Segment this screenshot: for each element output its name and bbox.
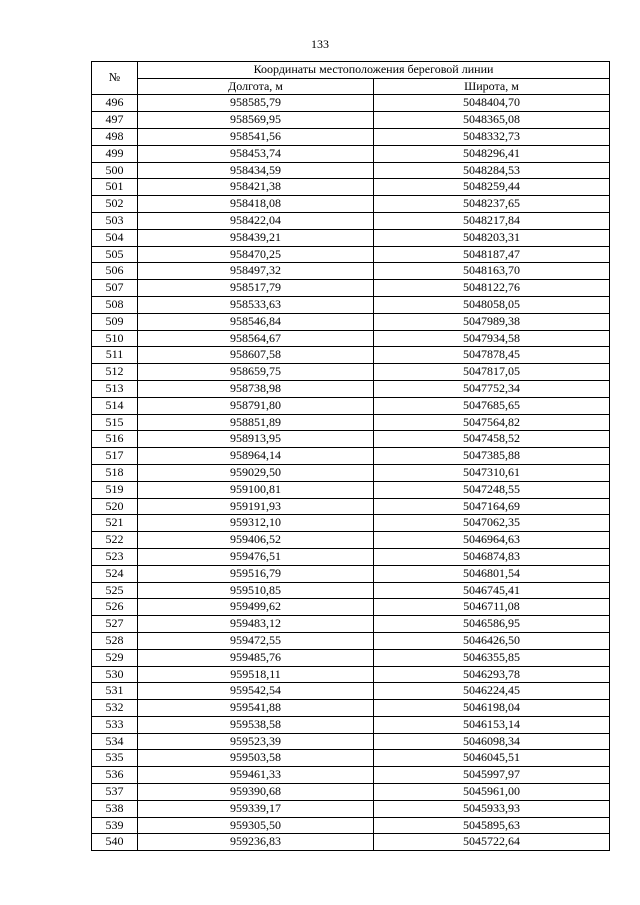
table-row [92,380,610,397]
latitude-cell: 5048404,70 [374,95,610,112]
page-number: 133 [311,37,329,51]
row-number-cell: 525 [92,582,138,599]
latitude-cell: 5048203,31 [374,229,610,246]
row-number-cell: 517 [92,448,138,465]
table-row [92,431,610,448]
row-number-cell: 520 [92,498,138,515]
latitude-cell: 5045722,64 [374,834,610,851]
longitude-cell: 958564,67 [138,330,374,347]
header-row-1 [92,62,610,79]
table-row [92,448,610,465]
latitude-cell: 5046224,45 [374,683,610,700]
row-number-cell: 526 [92,599,138,616]
row-number-cell: 529 [92,649,138,666]
row-number-cell: 510 [92,330,138,347]
table-row [92,364,610,381]
row-number-cell: 523 [92,548,138,565]
longitude-cell: 959503,58 [138,750,374,767]
table-row [92,565,610,582]
table-row [92,246,610,263]
row-number-cell: 505 [92,246,138,263]
row-number-cell: 506 [92,263,138,280]
table-row [92,179,610,196]
longitude-cell: 958434,59 [138,162,374,179]
latitude-cell: 5046801,54 [374,565,610,582]
row-number-cell: 511 [92,347,138,364]
table-row [92,700,610,717]
latitude-cell: 5045895,63 [374,817,610,834]
table-row [92,616,610,633]
latitude-cell: 5048163,70 [374,263,610,280]
latitude-cell: 5047062,35 [374,515,610,532]
table-row [92,229,610,246]
row-number-cell: 540 [92,834,138,851]
row-number-cell: 498 [92,129,138,146]
row-number-cell: 500 [92,162,138,179]
longitude-cell: 959236,83 [138,834,374,851]
longitude-cell: 959485,76 [138,649,374,666]
table-header [92,62,610,95]
longitude-cell: 959406,52 [138,532,374,549]
longitude-cell: 959523,39 [138,733,374,750]
longitude-cell: 958533,63 [138,296,374,313]
table-row [92,313,610,330]
row-number-cell: 516 [92,431,138,448]
longitude-cell: 958541,56 [138,129,374,146]
longitude-cell: 959499,62 [138,599,374,616]
table-row [92,280,610,297]
longitude-cell: 958497,32 [138,263,374,280]
row-number-cell: 502 [92,196,138,213]
table-row [92,263,610,280]
longitude-cell: 958418,08 [138,196,374,213]
row-number-cell: 532 [92,700,138,717]
table-row [92,498,610,515]
longitude-column-header: Долгота, м [138,78,374,95]
longitude-cell: 958422,04 [138,212,374,229]
latitude-cell: 5045933,93 [374,800,610,817]
longitude-cell: 959542,54 [138,683,374,700]
row-number-cell: 501 [92,179,138,196]
longitude-cell: 958791,80 [138,397,374,414]
latitude-cell: 5045961,00 [374,784,610,801]
row-number-cell: 521 [92,515,138,532]
row-number-cell: 519 [92,481,138,498]
longitude-cell: 959100,81 [138,481,374,498]
longitude-cell: 958738,98 [138,380,374,397]
latitude-cell: 5047989,38 [374,313,610,330]
coordinates-group-header: Координаты местоположения береговой линии [138,62,610,79]
latitude-cell: 5046964,63 [374,532,610,549]
longitude-cell: 959483,12 [138,616,374,633]
latitude-cell: 5046355,85 [374,649,610,666]
table-row [92,632,610,649]
header-row-2 [92,78,610,95]
table-row [92,800,610,817]
table-row [92,599,610,616]
latitude-cell: 5047164,69 [374,498,610,515]
table-row [92,548,610,565]
table-body [92,95,610,851]
latitude-cell: 5046586,95 [374,616,610,633]
row-number-cell: 509 [92,313,138,330]
latitude-cell: 5048217,84 [374,212,610,229]
longitude-cell: 958421,38 [138,179,374,196]
row-number-cell: 528 [92,632,138,649]
latitude-cell: 5047458,52 [374,431,610,448]
row-number-cell: 537 [92,784,138,801]
longitude-cell: 958546,84 [138,313,374,330]
latitude-cell: 5048296,41 [374,145,610,162]
row-number-cell: 513 [92,380,138,397]
longitude-cell: 959390,68 [138,784,374,801]
table-row [92,481,610,498]
row-number-cell: 515 [92,414,138,431]
longitude-cell: 958569,95 [138,112,374,129]
row-number-cell: 530 [92,666,138,683]
longitude-cell: 959191,93 [138,498,374,515]
table-row [92,397,610,414]
latitude-cell: 5046153,14 [374,716,610,733]
latitude-cell: 5048259,44 [374,179,610,196]
row-number-cell: 536 [92,767,138,784]
latitude-cell: 5046045,51 [374,750,610,767]
table-row [92,834,610,851]
row-number-cell: 508 [92,296,138,313]
table-row [92,162,610,179]
table-row [92,750,610,767]
row-number-cell: 504 [92,229,138,246]
row-number-cell: 514 [92,397,138,414]
latitude-cell: 5048237,65 [374,196,610,213]
number-column-header: № [92,62,138,95]
table-row [92,145,610,162]
latitude-column-header: Широта, м [374,78,610,95]
table-row [92,649,610,666]
longitude-cell: 959305,50 [138,817,374,834]
row-number-cell: 531 [92,683,138,700]
table-row [92,95,610,112]
table-row [92,817,610,834]
row-number-cell: 524 [92,565,138,582]
latitude-cell: 5048122,76 [374,280,610,297]
longitude-cell: 959029,50 [138,464,374,481]
longitude-cell: 959461,33 [138,767,374,784]
row-number-cell: 497 [92,112,138,129]
row-number-cell: 533 [92,716,138,733]
row-number-cell: 527 [92,616,138,633]
latitude-cell: 5048187,47 [374,246,610,263]
table-row [92,767,610,784]
latitude-cell: 5045997,97 [374,767,610,784]
longitude-cell: 958439,21 [138,229,374,246]
table-row [92,515,610,532]
longitude-cell: 958453,74 [138,145,374,162]
row-number-cell: 535 [92,750,138,767]
longitude-cell: 959518,11 [138,666,374,683]
longitude-cell: 959516,79 [138,565,374,582]
latitude-cell: 5046711,08 [374,599,610,616]
longitude-cell: 959538,58 [138,716,374,733]
latitude-cell: 5046198,04 [374,700,610,717]
row-number-cell: 507 [92,280,138,297]
row-number-cell: 503 [92,212,138,229]
latitude-cell: 5047817,05 [374,364,610,381]
latitude-cell: 5048284,53 [374,162,610,179]
table-row [92,532,610,549]
latitude-cell: 5046745,41 [374,582,610,599]
longitude-cell: 959339,17 [138,800,374,817]
table-row [92,733,610,750]
coordinates-table [91,61,610,851]
table-row [92,414,610,431]
latitude-cell: 5047752,34 [374,380,610,397]
table-row [92,716,610,733]
table-row [92,330,610,347]
table-row [92,129,610,146]
row-number-cell: 496 [92,95,138,112]
longitude-cell: 958851,89 [138,414,374,431]
table-row [92,347,610,364]
row-number-cell: 512 [92,364,138,381]
longitude-cell: 958517,79 [138,280,374,297]
longitude-cell: 958585,79 [138,95,374,112]
row-number-cell: 539 [92,817,138,834]
longitude-cell: 958964,14 [138,448,374,465]
latitude-cell: 5047878,45 [374,347,610,364]
latitude-cell: 5047685,65 [374,397,610,414]
latitude-cell: 5048058,05 [374,296,610,313]
latitude-cell: 5048332,73 [374,129,610,146]
latitude-cell: 5048365,08 [374,112,610,129]
table-row [92,112,610,129]
latitude-cell: 5047564,82 [374,414,610,431]
row-number-cell: 499 [92,145,138,162]
latitude-cell: 5046874,83 [374,548,610,565]
table-row [92,784,610,801]
longitude-cell: 958659,75 [138,364,374,381]
table-row [92,683,610,700]
row-number-cell: 538 [92,800,138,817]
table-row [92,666,610,683]
longitude-cell: 959476,51 [138,548,374,565]
table-row [92,296,610,313]
longitude-cell: 959312,10 [138,515,374,532]
longitude-cell: 958913,95 [138,431,374,448]
table-row [92,212,610,229]
longitude-cell: 958607,58 [138,347,374,364]
row-number-cell: 518 [92,464,138,481]
table-row [92,464,610,481]
latitude-cell: 5047248,55 [374,481,610,498]
table-row [92,196,610,213]
longitude-cell: 959541,88 [138,700,374,717]
longitude-cell: 959510,85 [138,582,374,599]
latitude-cell: 5046293,78 [374,666,610,683]
table-row [92,582,610,599]
latitude-cell: 5046098,34 [374,733,610,750]
row-number-cell: 534 [92,733,138,750]
latitude-cell: 5046426,50 [374,632,610,649]
latitude-cell: 5047934,58 [374,330,610,347]
latitude-cell: 5047385,88 [374,448,610,465]
latitude-cell: 5047310,61 [374,464,610,481]
row-number-cell: 522 [92,532,138,549]
longitude-cell: 959472,55 [138,632,374,649]
longitude-cell: 958470,25 [138,246,374,263]
